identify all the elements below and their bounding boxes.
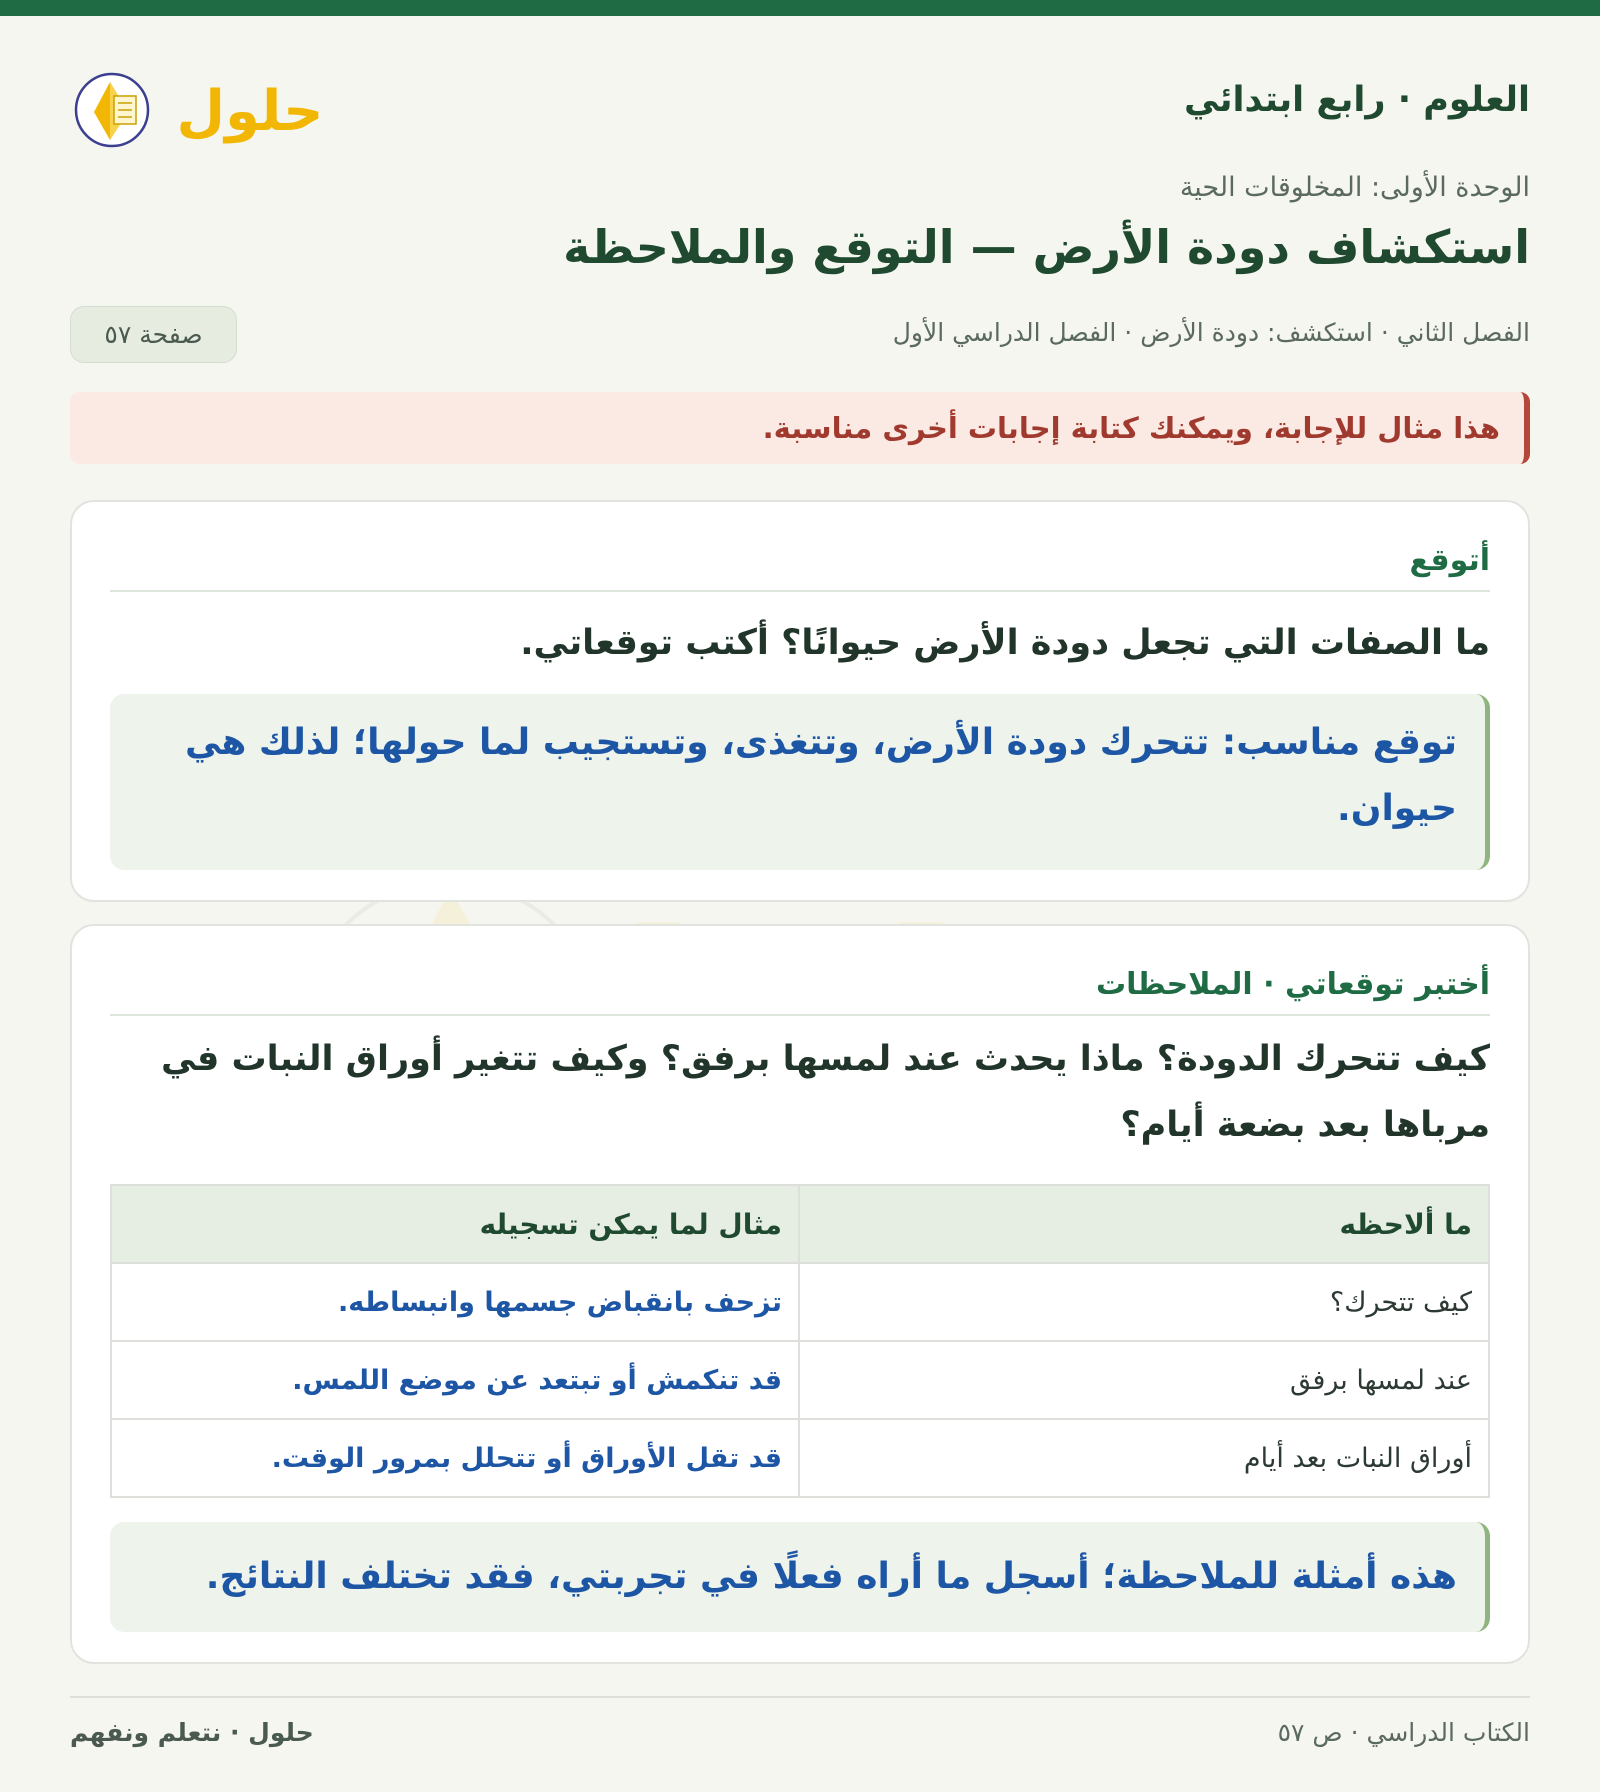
table-cell-example: تزحف بانقباض جسمها وانبساطه. xyxy=(111,1263,799,1341)
observation-note: هذه أمثلة للملاحظة؛ أسجل ما أراه فعلًا في تجربتي، فقد تختلف النتائج. xyxy=(110,1522,1490,1632)
logo-wordmark: حلول xyxy=(176,79,324,144)
predict-card xyxy=(70,500,1530,902)
subject-title: العلوم · رابع ابتدائي xyxy=(1183,80,1530,120)
unit-label: الوحدة الأولى: المخلوقات الحية xyxy=(1179,172,1530,203)
table-header-example: مثال لما يمكن تسجيله xyxy=(111,1185,799,1263)
table-cell-observe: أوراق النبات بعد أيام xyxy=(799,1419,1489,1497)
footer-brand[interactable]: حلول · نتعلم ونفهم xyxy=(70,1718,314,1747)
test-question: كيف تتحرك الدودة؟ ماذا يحدث عند لمسها برفق؟ وكيف تتغير أوراق النبات في مرباها بعد بضعة أيام؟ xyxy=(160,1039,1490,1145)
table-row xyxy=(111,1341,1489,1419)
footer-book-ref: الكتاب الدراسي · ص ٥٧ xyxy=(1277,1718,1530,1747)
answer-notice: هذا مثال للإجابة، ويمكنك كتابة إجابات أخرى مناسبة. xyxy=(70,392,1530,464)
table-cell-observe: كيف تتحرك؟ xyxy=(799,1263,1489,1341)
top-accent-bar xyxy=(0,0,1600,16)
observations-table xyxy=(110,1184,1490,1498)
page-number-badge: صفحة ٥٧ xyxy=(70,306,237,363)
lesson-title: استكشاف دودة الأرض — التوقع والملاحظة xyxy=(563,220,1530,274)
footer-divider xyxy=(70,1696,1530,1698)
table-header-row xyxy=(111,1185,1489,1263)
table-header-observe: ما ألاحظه xyxy=(799,1185,1489,1263)
predict-question: ما الصفات التي تجعل دودة الأرض حيوانًا؟ أكتب توقعاتي. xyxy=(520,623,1490,663)
page-header xyxy=(70,60,1530,160)
table-cell-example: قد تنكمش أو تبتعد عن موضع اللمس. xyxy=(111,1341,799,1419)
table-cell-example: قد تقل الأوراق أو تتحلل بمرور الوقت. xyxy=(111,1419,799,1497)
hulul-logo[interactable] xyxy=(70,60,330,160)
table-cell-observe: عند لمسها برفق xyxy=(799,1341,1489,1419)
logo-icon xyxy=(70,60,330,160)
table-row xyxy=(111,1263,1489,1341)
test-card xyxy=(70,924,1530,1664)
predict-heading: أتوقع xyxy=(110,530,1490,592)
test-heading: أختبر توقعاتي · الملاحظات xyxy=(110,954,1490,1016)
predict-answer: توقع مناسب: تتحرك دودة الأرض، وتتغذى، وتستجيب لما حولها؛ لذلك هي حيوان. xyxy=(110,694,1490,870)
lesson-meta: الفصل الثاني · استكشف: دودة الأرض · الفصل الدراسي الأول xyxy=(892,318,1530,347)
table-row xyxy=(111,1419,1489,1497)
